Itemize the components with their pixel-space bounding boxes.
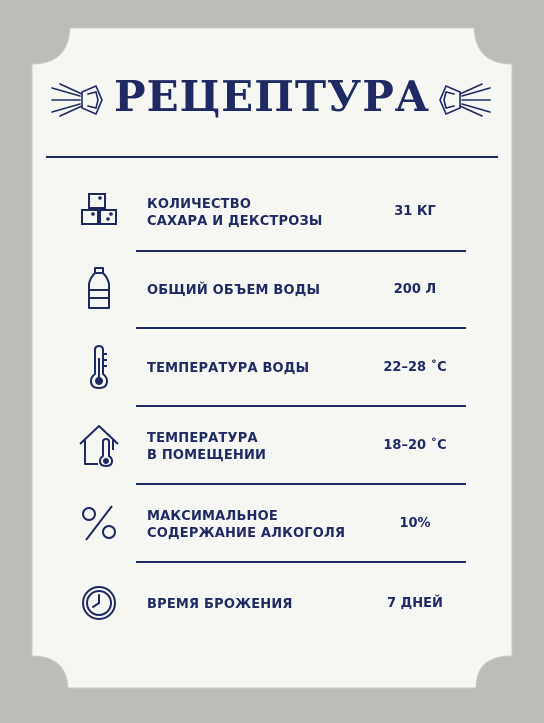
sugar-cubes-icon — [76, 188, 122, 234]
row-value: 22–28 ˚С — [383, 360, 447, 375]
row-label-line-2: САХАРА И ДЕКСТРОЗЫ — [147, 214, 323, 229]
row-value: 18–20 ˚С — [383, 438, 447, 453]
row-value: 200 Л — [393, 282, 437, 297]
right-burst-ornament — [436, 82, 492, 118]
page-title: РЕЦЕПТУРА — [114, 72, 430, 121]
row-value: 7 ДНЕЙ — [387, 596, 443, 611]
row-label-line-1: ОБЩИЙ ОБЪЕМ ВОДЫ — [147, 283, 321, 298]
title-divider — [46, 156, 498, 158]
row-divider — [136, 405, 466, 407]
row-divider — [136, 561, 466, 563]
clock-icon — [76, 580, 122, 626]
row-label-line-1: ТЕМПЕРАТУРА ВОДЫ — [147, 361, 310, 376]
row-divider — [136, 327, 466, 329]
row-label-line-1: КОЛИЧЕСТВО — [147, 197, 252, 212]
row-divider — [136, 483, 466, 485]
row-label-line-1: МАКСИМАЛЬНОЕ — [147, 509, 278, 524]
row-label — [147, 430, 377, 464]
row-label — [147, 508, 377, 542]
row-label-line-2: В ПОМЕЩЕНИИ — [147, 448, 267, 463]
row-label — [147, 196, 377, 230]
thermometer-icon — [76, 344, 122, 390]
row-label-line-1: ВРЕМЯ БРОЖЕНИЯ — [147, 597, 293, 612]
row-divider — [136, 250, 466, 252]
row-label — [147, 596, 377, 613]
row-label — [147, 360, 377, 377]
row-label — [147, 282, 377, 299]
row-label-line-2: СОДЕРЖАНИЕ АЛКОГОЛЯ — [147, 526, 346, 541]
row-label-line-1: ТЕМПЕРАТУРА — [147, 431, 258, 446]
row-value: 10% — [399, 516, 431, 531]
house-thermometer-icon — [76, 422, 122, 468]
water-bottle-icon — [76, 266, 122, 312]
row-value: 31 КГ — [394, 204, 436, 219]
percent-icon — [76, 500, 122, 546]
